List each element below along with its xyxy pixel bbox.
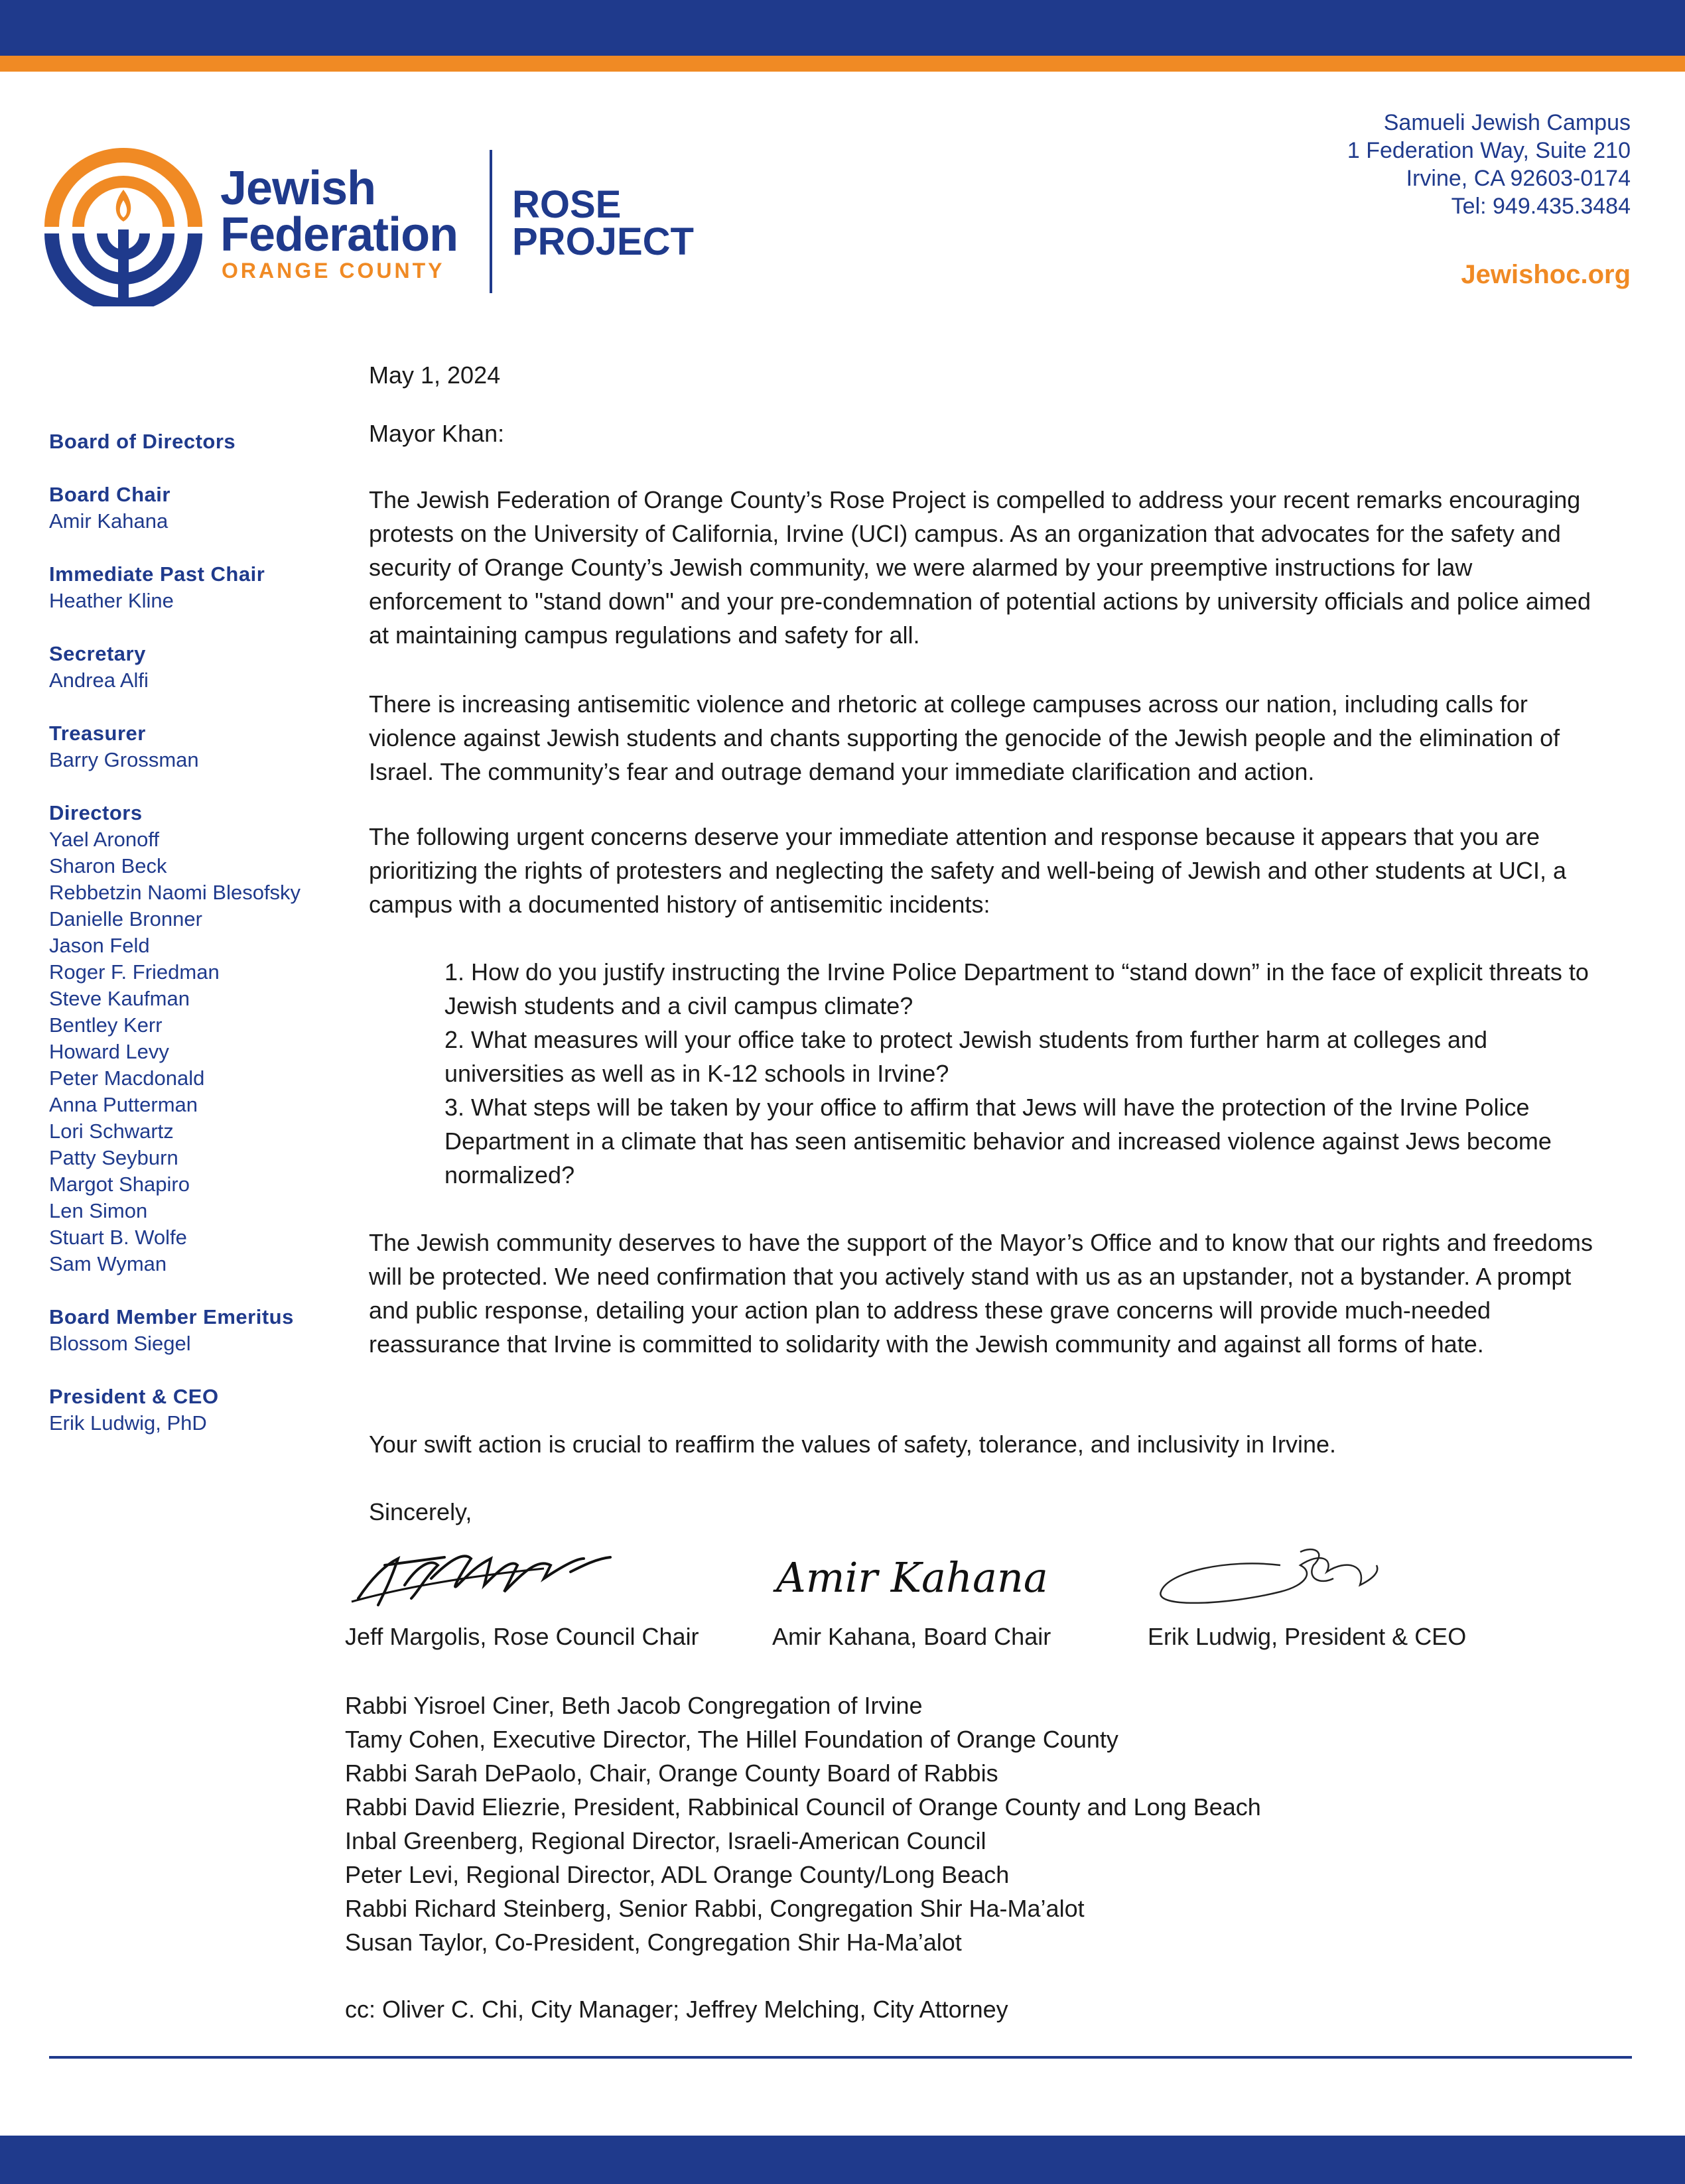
- menorah-logo-icon: [44, 147, 203, 306]
- cosigner-item: Inbal Greenberg, Regional Director, Israeli-American Council: [345, 1827, 986, 1854]
- address-line: Irvine, CA 92603-0174: [1406, 166, 1631, 191]
- address-phone: Tel: 949.435.3484: [1451, 194, 1631, 219]
- paragraph-3: The following urgent concerns deserve your immediate attention and response because it appears that you are prioritizing the rights of protesters and neglecting the safety and well-being of Jewish and other students at UCI, a campus with a documented history of antisemitic incidents:: [369, 823, 1567, 918]
- director-name: Sam Wyman: [49, 1252, 167, 1275]
- footer-rule: [49, 2056, 1632, 2059]
- cosigner-item: Rabbi David Eliezrie, President, Rabbinical Council of Orange County and Long Beach: [345, 1793, 1261, 1821]
- treasurer-name: Barry Grossman: [49, 748, 199, 771]
- question-item: 1. How do you justify instructing the Irvine Police Department to “stand down” in the face of explicit threats to Jewish students and a civil campus climate?: [444, 958, 1589, 1019]
- logo-divider: [490, 150, 492, 293]
- signer-2: Amir Kahana, Board Chair: [772, 1623, 1051, 1650]
- board-sidebar: [49, 428, 361, 1437]
- top-navy-band: [0, 0, 1685, 56]
- cosigner-list: [345, 1689, 1605, 1959]
- director-name: Jason Feld: [49, 934, 150, 957]
- paragraph-4: The Jewish community deserves to have the support of the Mayor’s Office and to know that our rights and freedoms will be protected. We need confirmation that you actively stand with us as an upstander, not a bystander. A prompt and public response, detailing your action plan to address these grave concerns will provide much-needed reassurance that Irvine is committed to solidarity with the Jewish community and against all forms of hate.: [369, 1229, 1593, 1358]
- director-name: Patty Seyburn: [49, 1146, 178, 1169]
- emeritus-name: Blossom Siegel: [49, 1332, 191, 1355]
- org-name-line1: Jewish: [220, 162, 376, 215]
- signer-1: Jeff Margolis, Rose Council Chair: [345, 1623, 699, 1650]
- question-item: 3. What steps will be taken by your office to affirm that Jews will have the protection of the Irvine Police Department in a climate that has seen antisemitic behavior and increased violence against Jews become normalized?: [444, 1094, 1552, 1188]
- director-name: Rebbetzin Naomi Blesofsky: [49, 881, 301, 904]
- director-name: Stuart B. Wolfe: [49, 1226, 187, 1249]
- letter-date: May 1, 2024: [369, 361, 501, 389]
- emeritus-title: Board Member Emeritus: [49, 1305, 294, 1328]
- director-name: Len Simon: [49, 1199, 148, 1222]
- salutation: Mayor Khan:: [369, 420, 505, 447]
- cosigner-item: Susan Taylor, Co-President, Congregation Shir Ha-Ma’alot: [345, 1929, 962, 1956]
- cosigner-item: Rabbi Yisroel Ciner, Beth Jacob Congregation of Irvine: [345, 1692, 923, 1719]
- cosigner-item: Peter Levi, Regional Director, ADL Orange County/Long Beach: [345, 1861, 1010, 1888]
- director-name: Steve Kaufman: [49, 987, 190, 1010]
- director-name: Howard Levy: [49, 1040, 169, 1063]
- past-chair-title: Immediate Past Chair: [49, 562, 265, 586]
- director-name: Bentley Kerr: [49, 1013, 163, 1037]
- paragraph-1: The Jewish Federation of Orange County’s Rose Project is compelled to address your recent remarks encouraging protests on the University of California, Irvine (UCI) campus. As an organization that advocates for the safety and security of Orange County’s Jewish community, we were alarmed by your preemptive instructions for law enforcement to "stand down" and your pre-condemnation of potential actions by university officials and police aimed at maintaining campus regulations and safety for all.: [369, 486, 1591, 649]
- director-name: Sharon Beck: [49, 854, 167, 877]
- past-chair-name: Heather Kline: [49, 589, 174, 612]
- question-list: [444, 955, 1599, 1192]
- website-link[interactable]: Jewishoc.org: [1461, 260, 1631, 289]
- cosigner-item: Tamy Cohen, Executive Director, The Hillel Foundation of Orange County: [345, 1726, 1118, 1753]
- secretary-name: Andrea Alfi: [49, 669, 149, 692]
- question-item: 2. What measures will your office take to protect Jewish students from further harm at colleges and universities as well as in K-12 schools in Irvine?: [444, 1026, 1488, 1087]
- address-line: Samueli Jewish Campus: [1383, 110, 1631, 135]
- board-chair-title: Board Chair: [49, 483, 170, 506]
- org-name-line3: ORANGE COUNTY: [222, 259, 445, 283]
- ceo-title: President & CEO: [49, 1385, 219, 1408]
- signature-script-text: Amir Kahana: [776, 1553, 1048, 1602]
- cosigner-item: Rabbi Sarah DePaolo, Chair, Orange County Board of Rabbis: [345, 1760, 998, 1787]
- director-name: Roger F. Friedman: [49, 960, 220, 984]
- director-name: Yael Aronoff: [49, 828, 160, 851]
- top-orange-band: [0, 56, 1685, 72]
- cc-line: cc: Oliver C. Chi, City Manager; Jeffrey Melching, City Attorney: [345, 1996, 1008, 2023]
- treasurer-title: Treasurer: [49, 722, 146, 745]
- paragraph-2: There is increasing antisemitic violence and rhetoric at college campuses across our nation, including calls for violence against Jewish students and chants supporting the genocide of the Jewish people and the elimination of Israel. The community’s fear and outrage demand your immediate clarification and action.: [369, 690, 1560, 785]
- ceo-name: Erik Ludwig, PhD: [49, 1411, 207, 1435]
- bottom-navy-band: [0, 2136, 1685, 2184]
- address-line: 1 Federation Way, Suite 210: [1347, 138, 1631, 163]
- project-name-line1: ROSE: [512, 183, 622, 226]
- signature-jeff-margolis: [345, 1539, 624, 1612]
- cosigner-item: Rabbi Richard Steinberg, Senior Rabbi, Congregation Shir Ha-Ma’alot: [345, 1895, 1085, 1922]
- signature-erik-ludwig: [1148, 1539, 1386, 1612]
- director-name: Anna Putterman: [49, 1093, 198, 1116]
- paragraph-5: Your swift action is crucial to reaffirm the values of safety, tolerance, and inclusivity in Irvine.: [369, 1431, 1336, 1458]
- signature-amir-kahana: [770, 1539, 1061, 1612]
- director-name: Peter Macdonald: [49, 1066, 205, 1090]
- director-name: Margot Shapiro: [49, 1173, 190, 1196]
- directors-title: Directors: [49, 801, 143, 824]
- director-name: Lori Schwartz: [49, 1120, 174, 1143]
- board-chair-name: Amir Kahana: [49, 509, 168, 533]
- board-heading: Board of Directors: [49, 430, 236, 453]
- address-block: [1347, 109, 1631, 220]
- director-name: Danielle Bronner: [49, 907, 202, 931]
- project-name-line2: PROJECT: [512, 220, 694, 263]
- signer-3: Erik Ludwig, President & CEO: [1148, 1623, 1467, 1650]
- org-name-line2: Federation: [220, 208, 458, 261]
- closing: Sincerely,: [369, 1498, 472, 1525]
- secretary-title: Secretary: [49, 642, 146, 665]
